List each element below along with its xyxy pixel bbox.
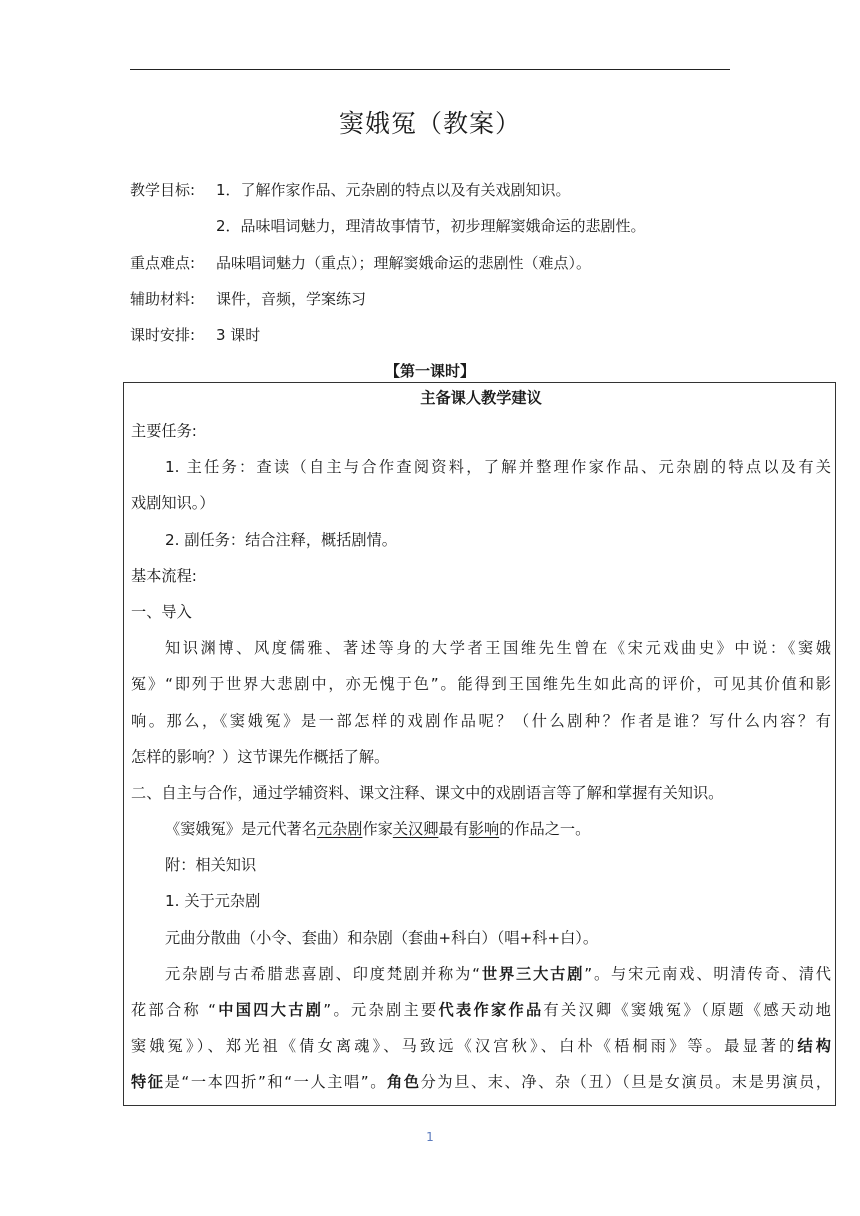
work-text: 最有 [438,820,469,839]
step-intro-heading: 一、导入 [131,602,192,621]
para-bold: 角色 [387,1073,421,1092]
para-bold: 代表作家作品 [438,1001,544,1019]
work-underline-influence: 影响 [468,820,500,839]
key-points-row [130,253,591,273]
para-line2 [131,992,831,1028]
schedule-row [130,325,260,345]
work-text: 作家 [362,820,393,839]
page-number: 1 [426,1130,434,1144]
header-rule [130,69,730,70]
work-underline-author: 关汉卿 [392,820,439,839]
intro-line1: 知识渊博、风度儒雅、著述等身的大学者王国维先生曾在《宋元戏曲史》中说：《窦娥 [165,639,831,658]
para-bold: 中国四大古剧 [216,1001,324,1019]
para-text: ”。元杂剧主要 [323,1001,439,1019]
materials-label: 辅助材料: [130,290,196,308]
para-text: 分为旦、末、净、杂（丑）（旦是女演员。末是男演员， [420,1073,832,1092]
teaching-goal-row [130,180,571,200]
schedule-label: 课时安排: [130,326,196,344]
step-study-heading: 二、自主与合作，通过学辅资料、课文注释、课文中的戏剧语言等了解和掌握有关知识。 [131,783,724,802]
para-bold: 结构 [797,1037,831,1056]
para-line3 [131,1028,831,1064]
key-points-value: 品味唱词魅力（重点）；理解窦娥命运的悲剧性（难点）。 [216,254,592,272]
work-text: 《窦娥冤》是元代著名 [165,820,317,839]
para-text: ”。与宋元南戏、明清传奇、清代 [584,964,831,983]
task-title: 主要任务: [131,422,197,440]
work-underline-genre: 元杂剧 [316,820,363,839]
key-points-label: 重点难点: [130,254,196,272]
para-text: 是“一本四折”和“一人主唱”。 [164,1073,388,1092]
subsection-yuan-zaju: 1. 关于元杂剧 [165,892,261,911]
materials-row [130,289,366,309]
para-bold: 世界三大古剧 [480,964,585,983]
para-text: 窦娥冤》）、郑光祖《倩女离魂》、马致远《汉宫秋》、白朴《梧桐雨》等。最显著的 [131,1037,798,1056]
teaching-goal-label: 教学目标: [130,181,196,199]
intro-line4: 怎样的影响？）这节课先作概括了解。 [131,747,390,766]
para-line4 [131,1064,831,1100]
para-text: 有关汉卿《窦娥冤》（原题《感天动地 [543,1001,831,1019]
intro-line2: 冤》“即列于世界大悲剧中，亦无愧于色”。能得到王国维先生如此高的评价，可见其价值和影 [131,675,831,694]
appendix-heading: 附：相关知识 [165,856,257,875]
task-main-line2: 戏剧知识。） [131,494,215,513]
work-sentence [131,811,831,847]
teaching-goal-2: 2．品味唱词魅力，理清故事情节，初步理解窦娥命运的悲剧性。 [216,217,646,235]
document-title: 窦娥冤（教案） [338,109,521,138]
lesson-box-content [131,383,831,1101]
task-main-line1: 1. 主任务：查读（自主与合作查阅资料，了解并整理作家作品、元杂剧的特点以及有关 [165,458,831,477]
para-text: 花部合称 “ [131,1001,216,1019]
intro-line3: 响。那么，《窦娥冤》是一部怎样的戏剧作品呢？（什么剧种？作者是谁？写什么内容？有 [131,711,831,730]
lesson-box [123,382,836,1106]
task-secondary: 2. 副任务：结合注释，概括剧情。 [165,530,397,549]
qu-definition: 元曲分散曲（小令、套曲）和杂剧（套曲+科白）（唱+科+白）。 [165,928,599,947]
schedule-value: 3 课时 [216,326,261,344]
para-line1 [131,956,831,992]
para-text: 元杂剧与古希腊悲喜剧、印度梵剧并称为“ [165,964,480,983]
section-heading: 【第一课时】 [384,362,475,380]
teaching-goal-1: 1．了解作家作品、元杂剧的特点以及有关戏剧知识。 [216,181,571,199]
flow-title: 基本流程: [131,566,197,585]
box-heading: 主备课人教学建议 [420,389,542,407]
para-bold: 特征 [131,1073,165,1092]
materials-value: 课件，音频，学案练习 [216,290,367,308]
work-text: 的作品之一。 [499,820,591,839]
